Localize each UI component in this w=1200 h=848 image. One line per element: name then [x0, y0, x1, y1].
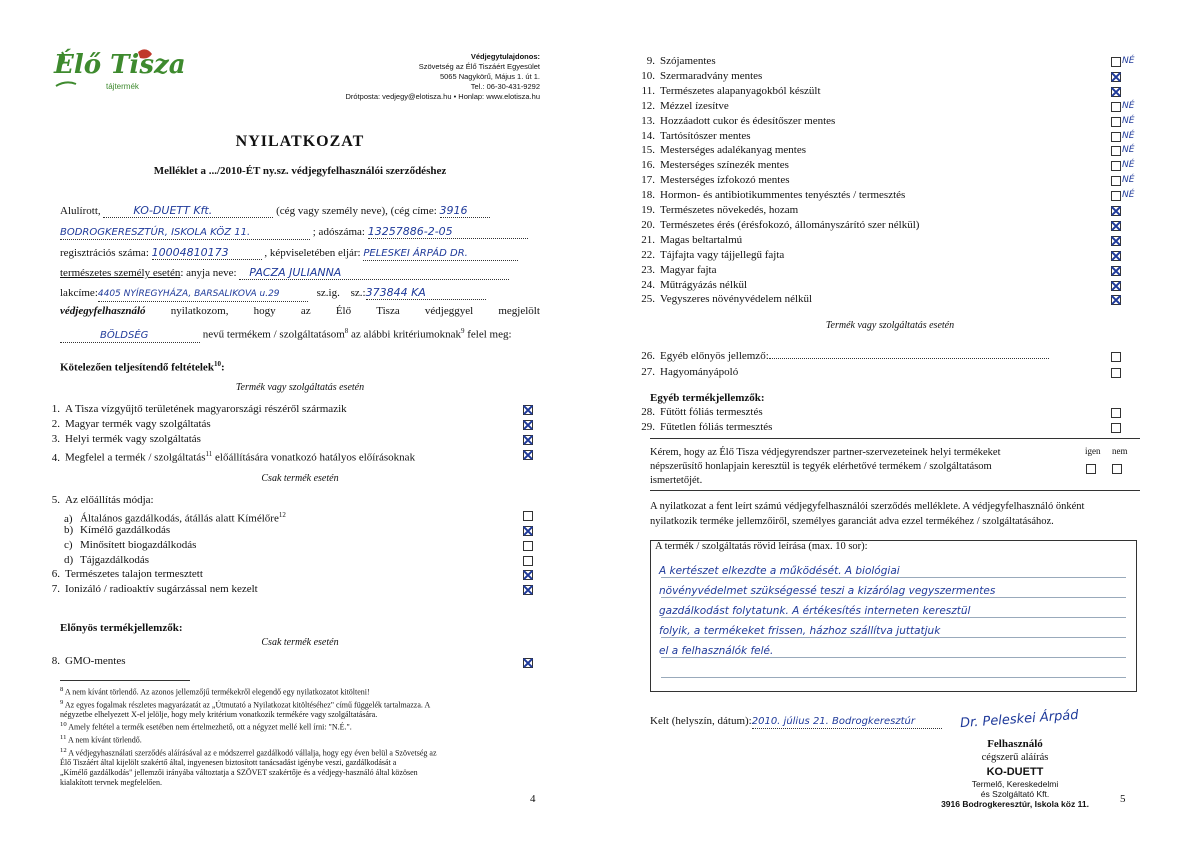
footnote-divider — [60, 680, 190, 681]
address-field[interactable]: BODROGKERESZTÚR, ISKOLA KÖZ 11. — [60, 226, 310, 240]
footnote-12 — [60, 746, 540, 759]
nyilatkozom-word: nyilatkozom, — [170, 305, 229, 317]
kerem-text — [650, 446, 1080, 488]
anyja-label: : anyja neve: — [180, 267, 237, 279]
criterion-5c-checkbox[interactable] — [523, 541, 533, 551]
sub-heading-termek: Termék vagy szolgáltatás esetén — [235, 382, 365, 393]
criterion-14 — [635, 130, 751, 143]
footnote-ref-10: 10 — [213, 360, 221, 368]
criterion-text: Tájfajta vagy tájjellegű fajta — [660, 248, 785, 261]
criterion-20-checkbox[interactable] — [1111, 221, 1121, 231]
criterion-23 — [635, 264, 717, 277]
criterion-5 — [40, 494, 154, 507]
criterion-2-checkbox[interactable] — [523, 420, 533, 430]
criterion-3 — [40, 433, 201, 446]
criterion-num: 29. — [641, 421, 655, 433]
melleklet-line-1: A nyilatkozat a fent leírt számú védjegyfelhasználói szerződés melléklete. A védjegyfelhasználó önként — [650, 501, 1085, 512]
sub-heading-csak: Csak termék esetén — [261, 473, 339, 484]
criterion-text: Mesterséges adalékanyag mentes — [660, 144, 806, 157]
criterion-text: Mesterséges ízfokozó mentes — [660, 174, 790, 187]
criterion-text: Hagyományápoló — [660, 366, 739, 378]
criterion-num: 7. — [51, 583, 60, 595]
description-box[interactable] — [650, 540, 1137, 692]
kelt-field[interactable]: 2010. július 21. Bodrogkeresztúr — [752, 715, 942, 729]
criterion-text: Minősített biogazdálkodás — [80, 539, 197, 551]
nevu-text: nevű termékem / szolgáltatásom — [202, 328, 345, 341]
criterion-5d-checkbox[interactable] — [523, 556, 533, 566]
sub-heading-csak-2: Csak termék esetén — [261, 637, 339, 648]
criterion-24 — [635, 279, 747, 292]
criterion-5b — [64, 524, 170, 537]
page-title: NYILATKOZAT — [235, 133, 365, 150]
page-number-left: 4 — [530, 793, 536, 805]
footnote-text: Az egyes fogalmak részletes magyarázatát az „Útmutató a Nyilatkozat kitöltéséhez" című függelék tartalmazza. A — [64, 700, 431, 710]
criterion-1-checkbox[interactable] — [523, 405, 533, 415]
footnote-ref-9: 9 — [461, 327, 465, 335]
criterion-21-checkbox[interactable] — [1111, 236, 1121, 246]
tax-number-field[interactable]: 13257886-2-05 — [368, 225, 528, 239]
criterion-num: 25. — [641, 293, 655, 306]
footnote-8 — [60, 685, 540, 698]
criterion-text: Helyi termék vagy szolgáltatás — [65, 433, 201, 445]
criterion-num: 22. — [641, 248, 655, 261]
tisza-word: Tisza — [376, 305, 400, 317]
criterion-num: 15. — [641, 144, 655, 157]
criterion-17-checkbox[interactable] — [1111, 176, 1121, 186]
criterion-11 — [635, 85, 821, 98]
ne-annotation: NÉ — [1122, 130, 1135, 141]
criterion-15-checkbox[interactable] — [1111, 146, 1121, 156]
footnote-12-cont-1: Élő Tiszáért által kijelölt szakértő által, ingyenesen biztosított tanácsadást igénybe veszi, gazdálkodását a — [60, 758, 397, 768]
kotelezo-colon: : — [220, 361, 225, 374]
footnote-10 — [60, 720, 540, 733]
criterion-24-checkbox[interactable] — [1111, 281, 1121, 291]
criterion-num: c) — [64, 539, 73, 551]
ne-annotation: NÉ — [1122, 160, 1135, 171]
criterion-num: 24. — [641, 278, 655, 291]
criterion-25 — [635, 293, 812, 306]
criterion-num: 2. — [51, 418, 60, 430]
criterion-5a-checkbox[interactable] — [523, 511, 533, 521]
ne-annotation: NÉ — [1122, 115, 1135, 126]
criterion-4-checkbox[interactable] — [523, 450, 533, 460]
kelt-label: Kelt (helyszín, dátum): — [650, 715, 752, 727]
vedjeggyel-word: védjeggyel — [424, 305, 474, 317]
criterion-11-checkbox[interactable] — [1111, 87, 1121, 97]
footnote-text: A nem kívánt törlendő. Az azonos jellemzőjű termékekről elegendő egy nyilatkozatot kitölteni! — [64, 687, 370, 697]
footnote-ref-11: 11 — [205, 450, 213, 458]
kelt-row — [650, 715, 942, 729]
ne-annotation: NÉ — [1122, 56, 1135, 66]
kepviseleteben-label: , képviseletében eljár: — [264, 247, 361, 259]
melleklet-text — [650, 499, 1150, 529]
owner-label: Védjegytulajdonos: — [470, 52, 540, 61]
criterion-num: 12. — [641, 99, 655, 112]
footnote-sup: 8 — [60, 686, 64, 693]
criterion-28 — [635, 406, 763, 419]
criterion-num: 10. — [641, 69, 655, 82]
criterion-28-checkbox[interactable] — [1111, 408, 1121, 418]
criterion-num: d) — [64, 554, 74, 566]
form-row-5 — [60, 286, 486, 302]
criterion-text: Tájgazdálkodás — [80, 554, 150, 566]
description-label: A termék / szolgáltatás rövid leírása (max. 10 sor): — [655, 541, 868, 552]
melleklet-line-2: nyilatkozik terméke jellemzőiről, személyes garanciát adva ezzel termékéhez / szolgáltatásához. — [650, 516, 1054, 527]
criterion-9-checkbox[interactable] — [1111, 57, 1121, 67]
signature: Dr. Peleskei Árpád — [959, 707, 1080, 732]
logo-subtext: tájtermék — [106, 82, 139, 91]
criterion-text: Magyar fajta — [660, 263, 717, 276]
zip-field[interactable]: 3916 — [440, 204, 490, 218]
lakcime-label: lakcíme: — [60, 287, 98, 299]
criterion-text: Vegyszeres növényvédelem nélkül — [660, 293, 813, 306]
ceg-nev-label: (cég vagy személy neve), (cég címe: — [276, 205, 437, 217]
criterion-text: Hozzáadott cukor és édesítőszer mentes — [660, 114, 836, 127]
criterion-21 — [635, 234, 742, 247]
criterion-text: Műtrágyázás nélkül — [660, 278, 748, 291]
stamp-line-1: KO-DUETT — [986, 766, 1044, 778]
kerem-line-2: népszerűsítő honlapjain keresztül is tegyék elérhetővé termékem / szolgáltatásom — [650, 461, 992, 472]
criterion-19-checkbox[interactable] — [1111, 206, 1121, 216]
footnotes — [60, 685, 540, 788]
footnote-text: Amely feltétel a termék esetében nem értelmezhető, ott a négyzet mellé kell írni: "N.É.". — [68, 722, 352, 732]
criterion-16 — [635, 159, 789, 172]
logo-text: Élő Tisza — [54, 50, 186, 80]
footnote-9 — [60, 698, 540, 711]
description-line: növényvédelmet szükségessé teszi a kizárólag vegyszermentes — [659, 585, 996, 597]
footnote-ref-8: 8 — [344, 327, 349, 335]
kerem-line-1: Kérem, hogy az Élő Tisza védjegyrendszer partner-szervezeteinek helyi termékeket — [650, 447, 1001, 458]
criterion-text: Mézzel ízesítve — [660, 99, 729, 112]
criterion-4 — [40, 448, 415, 465]
stamp-line-3: és Szolgáltató Kft. — [980, 789, 1050, 799]
criterion-text: Természetes érés (érésfokozó, állományszárító szer nélkül) — [660, 218, 920, 231]
criterion-2 — [40, 418, 211, 431]
ne-annotation: NÉ — [1122, 190, 1135, 201]
criterion-num: 1. — [51, 403, 60, 415]
criterion-text: Megfelel a termék / szolgáltatás — [65, 451, 206, 464]
criterion-text: Egyéb előnyös jellemző: — [660, 350, 769, 362]
criterion-1 — [40, 403, 347, 416]
stamp-line-4: 3916 Bodrogkeresztúr, Iskola köz 11. — [941, 799, 1089, 809]
criterion-num: 27. — [641, 366, 655, 378]
criterion-text: Szójamentes — [660, 55, 716, 67]
criterion-num: 23. — [641, 263, 655, 276]
criterion-12-checkbox[interactable] — [1111, 102, 1121, 112]
criterion-3-checkbox[interactable] — [523, 435, 533, 445]
form-row-7 — [60, 325, 512, 343]
criterion-text: Kímélő gazdálkodás — [80, 524, 171, 536]
ne-annotation: NÉ — [1122, 175, 1135, 186]
criterion-18-checkbox[interactable] — [1111, 191, 1121, 201]
hogy-word: hogy — [253, 305, 276, 317]
footnote-11 — [60, 733, 540, 746]
felhasznalo-label: Felhasználó — [987, 738, 1043, 750]
criterion-13-checkbox[interactable] — [1111, 117, 1121, 127]
sz-label: sz.: — [350, 287, 366, 299]
id-number-field[interactable]: 373844 KA — [366, 286, 486, 300]
sub-heading-termek-right: Termék vagy szolgáltatás esetén — [825, 320, 955, 331]
criterion-6-checkbox[interactable] — [523, 570, 533, 580]
criterion-text: Magas beltartalmú — [660, 233, 743, 246]
criterion-num: 6. — [51, 568, 60, 580]
criterion-14-checkbox[interactable] — [1111, 132, 1121, 142]
criterion-8-checkbox[interactable] — [523, 658, 533, 668]
criterion-27-checkbox[interactable] — [1111, 368, 1121, 378]
criterion-26 — [635, 350, 1049, 363]
adoszam-label: ; adószáma: — [312, 226, 365, 238]
alulirott-label: Alulírott, — [60, 205, 101, 217]
criterion-15 — [635, 144, 806, 157]
owner-line-2: 5065 Nagykörű, Május 1. út 1. — [439, 72, 540, 81]
criterion-25-checkbox[interactable] — [1111, 295, 1121, 305]
criterion-num: 26. — [641, 350, 655, 362]
form-row-6 — [60, 305, 540, 317]
elo-tisza-logo — [50, 46, 186, 96]
criterion-text: Mesterséges színezék mentes — [660, 159, 789, 172]
divider-1 — [650, 438, 1140, 439]
criterion-num: 18. — [641, 189, 655, 202]
footnote-12-cont-2: „Kímélő gazdálkodás" jellemzői irányába változtatja a SZÖVET szakértője és a védjegy-használó által közösen — [60, 768, 418, 778]
alabbi-text: az alábbi kritériumoknak — [348, 328, 462, 341]
criterion-27 — [635, 366, 738, 379]
ne-annotation: NÉ — [1122, 145, 1135, 156]
criterion-num: a) — [64, 512, 73, 525]
criterion-num: 13. — [641, 114, 655, 127]
criterion-num: 19. — [641, 204, 655, 216]
owner-block — [280, 52, 540, 102]
criterion-text-2: előállítására vonatkozó hatályos előírásoknak — [212, 451, 416, 464]
criterion-22-checkbox[interactable] — [1111, 251, 1121, 261]
mother-name-field[interactable]: PACZA JULIANNA — [239, 266, 509, 280]
footnote-text: A nem kívánt törlendő. — [67, 735, 142, 745]
egyeb-heading: Egyéb termékjellemzők: — [650, 392, 765, 404]
criterion-text: Általános gazdálkodás, átállás alatt Kímélőre — [80, 512, 279, 525]
criterion-9 — [635, 55, 716, 68]
criterion-7 — [40, 583, 258, 596]
criterion-text: Természetes növekedés, hozam — [660, 204, 799, 216]
criterion-num: 5. — [51, 494, 60, 506]
footnote-text: A védjegyhasználati szerződés aláírásával az e módszerrel gazdálkodó vállalja, hogy egy éven belül a Szövetség az — [68, 748, 437, 758]
criterion-17 — [635, 174, 790, 187]
criterion-text: Az előállítás módja: — [65, 494, 154, 506]
criterion-20 — [635, 219, 919, 232]
form-row-4 — [60, 266, 509, 280]
description-line: A kertészet elkezdte a működését. A biológiai — [659, 565, 900, 577]
criterion-text: Természetes talajon termesztett — [65, 568, 203, 580]
criterion-text: Tartósítószer mentes — [660, 129, 751, 142]
felel-text: felel meg: — [464, 328, 512, 341]
footnote-sup: 9 — [60, 698, 64, 706]
criterion-num: 11. — [641, 84, 655, 97]
criterion-5c — [64, 539, 196, 552]
criterion-7-checkbox[interactable] — [523, 585, 533, 595]
criterion-text: GMO-mentes — [65, 655, 126, 667]
criterion-num: 14. — [641, 129, 655, 142]
criterion-num: 16. — [641, 159, 655, 172]
criterion-text: Hormon- és antibiotikummentes tenyésztés / termesztés — [660, 189, 906, 202]
criterion-text: Ionizáló / radioaktív sugárzással nem kezelt — [65, 583, 258, 595]
criterion-18 — [635, 189, 905, 202]
owner-line-1: Szövetség az Élő Tiszáért Egyesület — [418, 62, 540, 71]
criterion-10 — [635, 70, 762, 83]
footnote-ref-12: 12 — [278, 511, 286, 519]
megjelolt-word: megjelölt — [498, 305, 540, 317]
product-name-field[interactable]: BÖLDSÉG — [60, 329, 200, 343]
criterion-text: A Tisza vízgyűjtő területének magyarországi részéről származik — [65, 403, 347, 415]
company-stamp — [930, 766, 1100, 809]
stamp-line-2: Termelő, Kereskedelmi — [971, 779, 1059, 789]
owner-line-3: Tel.: 06-30-431-9292 — [470, 82, 540, 91]
termeszetes-label: természetes személy esetén — [60, 267, 181, 279]
nem-checkbox[interactable] — [1112, 464, 1122, 474]
criterion-16-checkbox[interactable] — [1111, 161, 1121, 171]
description-handwriting — [659, 561, 1129, 661]
footnote-9-cont: négyzetbe elhelyezett X-el jelölje, hogy mely kritérium vonatkozik termékére vagy szolgáltatására. — [60, 710, 378, 720]
criterion-26-checkbox[interactable] — [1111, 352, 1121, 362]
criterion-19 — [635, 204, 798, 217]
criterion-num: 9. — [646, 55, 655, 67]
criterion-6 — [40, 568, 203, 581]
page-right — [600, 0, 1200, 848]
description-line: el a felhasználók felé. — [659, 645, 774, 657]
footnote-sup: 10 — [60, 721, 67, 729]
criterion-5d — [64, 554, 149, 567]
criterion-29-checkbox[interactable] — [1111, 423, 1121, 433]
szig-label: sz.ig. — [316, 287, 340, 299]
criterion-text: Szermaradvány mentes — [660, 69, 763, 82]
form-row-3 — [60, 246, 518, 261]
criterion-13 — [635, 115, 835, 128]
footnote-sup: 12 — [60, 746, 67, 754]
kotelezo-heading-text: Kötelezően teljesítendő feltételek — [60, 361, 214, 374]
criterion-num: 17. — [641, 174, 655, 187]
description-line: gazdálkodást folytatunk. A értékesítés interneten keresztül — [659, 605, 971, 617]
criterion-5b-checkbox[interactable] — [523, 526, 533, 536]
footnote-12-cont-3: kialakított tervnek megfelelően. — [60, 778, 162, 788]
vedjegyfelhasznalo-label: védjegyfelhasználó — [60, 305, 146, 317]
criterion-text: Természetes alapanyagokból készült — [660, 84, 821, 97]
criterion-22 — [635, 249, 784, 262]
reg-number-field[interactable]: 10004810173 — [152, 246, 262, 260]
cegszeru-label: cégszerű aláírás — [981, 752, 1049, 763]
criterion-num: 3. — [51, 433, 60, 445]
page-number-right: 5 — [1120, 793, 1126, 805]
owner-line-4: Drótposta: vedjegy@elotisza.hu • Honlap: www.elotisza.hu — [345, 92, 540, 101]
criterion-text: Magyar termék vagy szolgáltatás — [65, 418, 211, 430]
description-line: folyik, a termékeket frissen, házhoz szállítva juttatjuk — [659, 625, 941, 637]
criterion-num: 21. — [641, 233, 655, 246]
criterion-10-checkbox[interactable] — [1111, 72, 1121, 82]
criterion-num: 28. — [641, 406, 655, 418]
kerem-line-3: ismertetőjét. — [650, 475, 703, 486]
form-row-1 — [60, 204, 490, 218]
kotelezo-heading — [60, 358, 225, 375]
criterion-text: Fűtött fóliás termesztés — [660, 406, 763, 418]
criterion-num: 20. — [641, 218, 655, 231]
criterion-num: 8. — [51, 655, 60, 667]
criterion-8 — [40, 655, 126, 668]
footnote-sup: 11 — [60, 733, 67, 741]
elonyos-heading: Előnyös termékjellemzők: — [60, 622, 183, 634]
nem-label: nem — [1112, 446, 1128, 456]
page-subtitle: Melléklet a .../2010-ÉT ny.sz. védjegyfelhasználói szerződéshez — [153, 165, 447, 177]
igen-label: igen — [1085, 446, 1101, 456]
elo-word: Élő — [335, 305, 352, 317]
criterion-num: b) — [64, 524, 74, 536]
criterion-23-checkbox[interactable] — [1111, 266, 1121, 276]
regszam-label: regisztrációs száma: — [60, 247, 149, 259]
company-name-field[interactable]: KO-DUETT Kft. — [103, 204, 273, 218]
criterion-29 — [635, 421, 772, 434]
form-row-2 — [60, 225, 528, 240]
az-word: az — [300, 305, 311, 317]
divider-2 — [650, 490, 1140, 491]
criterion-num: 4. — [51, 451, 60, 464]
representative-field[interactable]: PELESKEI ÁRPÁD DR. — [363, 247, 518, 261]
igen-checkbox[interactable] — [1086, 464, 1096, 474]
criterion-12 — [635, 100, 729, 113]
residence-field[interactable]: 4405 NYÍREGYHÁZA, BARSALIKOVA u.29 — [98, 288, 308, 302]
ne-annotation: NÉ — [1122, 100, 1135, 111]
criterion-text: Fűtetlen fóliás termesztés — [660, 421, 773, 433]
